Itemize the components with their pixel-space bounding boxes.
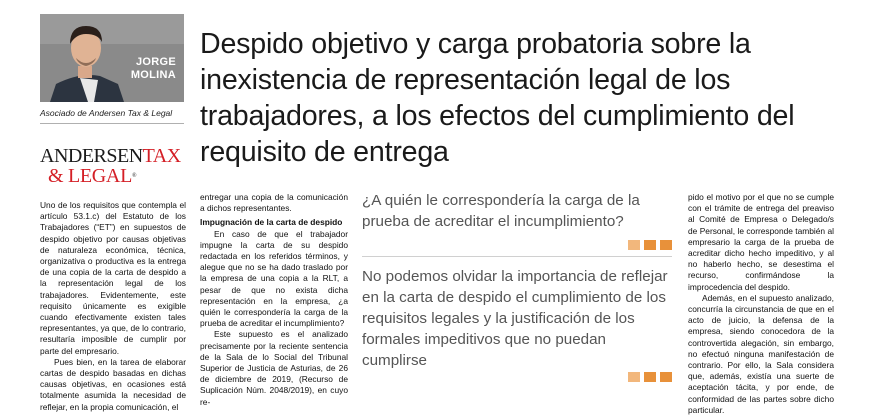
quote-decoration-squares [628,240,672,250]
logo-word-legal: & LEGAL [48,165,132,187]
article-column-2 [200,192,348,408]
quote-divider [362,256,672,257]
decoration-square [644,240,656,250]
decoration-square [644,372,656,382]
author-first-name: JORGE [135,56,176,68]
paragraph: Uno de los requisitos que contempla el artículo 53.1.c) del Estatuto de los Trabajadores (“ET”) en supuestos de despido objetivo por causas objetivas de naturaleza económica, técnica, organizativa o productiva es la entrega de una copia de la carta de despido a la representación legal de los trabajadores. Evidentemente, este requisito únicamente es exigible cuando efectivamente existen tales representantes, ya que, de lo contrario, resultaría imposible de cumplir por parte del empresario. [40,200,186,356]
article-headline: Despido objetivo y carga probatoria sobre la inexistencia de representación legal de los trabajadores, a los efectos del cumplimiento del requisito de entrega [200,28,795,168]
author-role: Asociado de Andersen Tax & Legal [40,108,173,118]
author-photo [40,14,184,102]
logo-word-andersen: ANDERSEN [40,145,143,167]
paragraph: pido el motivo por el que no se cumple con el trámite de entrega del preaviso al Comité de Empresa o Delegado/s de Personal, le corresponde también al empresario la carga de la prueba de acreditar dicho hecho impeditivo, y al no haberlo hecho, se desestima el recurso, confirmándose la improcedencia del despido. [688,192,834,292]
article-column-1 [40,200,186,413]
decoration-square [660,372,672,382]
author-last-name: MOLINA [130,69,176,81]
paragraph: Pues bien, en la tarea de elaborar cartas de despido basadas en dichas causas objetivas, en ocasiones está totalmente asumida la necesidad de reflejar, en la propia comunicación, el [40,356,186,412]
pull-quote-1: ¿A quién le correspondería la carga de la prueba de acreditar el incumplimiento? [362,192,640,230]
article-column-4 [688,192,834,416]
logo-line-1 [40,146,184,166]
author-name [131,56,176,82]
paragraph: entregar una copia de la comunicación a dichos representantes. [200,192,348,214]
decoration-square [628,372,640,382]
section-subheading: Impugnación de la carta de despido [200,217,343,228]
paragraph: Este supuesto es el analizado precisamente por la reciente sentencia de la Sala de lo Social del Tribunal Superior de Justicia de Asturias, de 26 de diciembre de 2019, (Recurso de Suplicación Núm. 2048/2019), en cuyo re- [200,329,348,407]
divider [40,123,184,124]
paragraph: Además, en el supuesto analizado, concurría la circunstancia de que en el acto de juicio, la defensa de la empresa, siendo conocedora de la controvertida alegación, sin embargo, no efectuó ninguna manifestación de contrario. Por ello, la Sala considera que, además, existía una suerte de aceptación tácita, y por ende, de conformidad de las partes sobre dicho particular. [688,292,834,415]
logo-line-2 [40,166,184,186]
logo-registered-mark: ® [132,173,137,179]
decoration-square [628,240,640,250]
andersen-logo [40,146,184,186]
decoration-square [660,240,672,250]
quote-decoration-squares [628,372,672,382]
paragraph: En caso de que el trabajador impugne la carta de su despido redactada en los referidos términos, y alegue que no se ha dado traslado por la empresa de una copia a la RLT, a pesar de que no exista dicha representación en la empresa, ¿a quién le correspondería la carga de la prueba de acreditar el incumplimiento? [200,228,348,329]
logo-word-tax: TAX [142,145,181,167]
pull-quote-2: No podemos olvidar la importancia de reflejar en la carta de despido el cumplimiento de los requisitos legales y la justificación de los formales impeditivos que no puedan cumplirse [362,268,668,369]
